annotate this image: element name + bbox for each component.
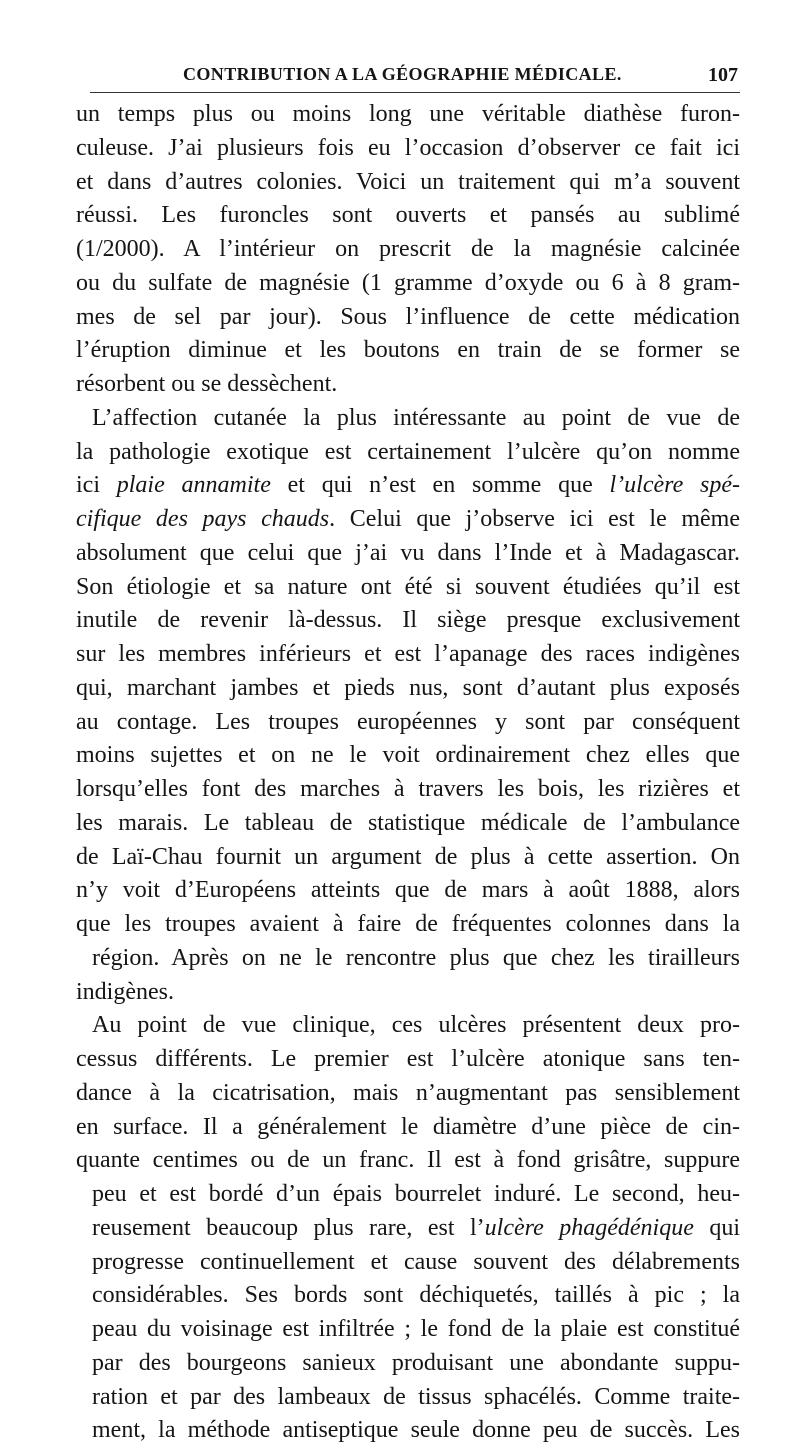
text-line — [76, 436, 740, 470]
text-line — [76, 402, 740, 436]
text-line — [76, 233, 740, 267]
text-line — [76, 132, 740, 166]
text-segment: absolument que celui que j’ai vu dans l’Inde et à Madagascar. — [76, 539, 740, 566]
text-segment: (1/2000). A l’intérieur on prescrit de la magnésie calcinée — [76, 236, 740, 262]
text-segment: n’y voit d’Européens atteints que de mars à août 1888, alors — [76, 877, 740, 904]
text-line — [76, 571, 740, 605]
page-number: 107 — [708, 64, 738, 86]
text-line — [76, 841, 740, 875]
text-line — [76, 1313, 740, 1347]
text-line — [76, 908, 740, 942]
italic-text: ulcère phagédénique — [484, 1214, 694, 1241]
text-line — [76, 874, 740, 908]
text-line — [76, 1381, 740, 1415]
text-segment: la pathologie exotique est certainement l’ulcère qu’on nomme — [76, 438, 740, 465]
text-line — [76, 503, 740, 537]
body-text — [76, 98, 740, 1448]
text-segment: par des bourgeons sanieux produisant une abondante suppu- — [92, 1349, 740, 1376]
text-line — [76, 267, 740, 301]
text-segment: sur les membres inférieurs et est l’apanage des races indigènes — [76, 641, 740, 667]
italic-text: plaie annamite — [116, 472, 271, 499]
text-segment: lorsqu’elles font des marches à travers les bois, les rizières et — [76, 776, 740, 802]
text-line — [76, 638, 740, 672]
text-line — [76, 976, 740, 1010]
text-line — [76, 199, 740, 233]
text-segment: peau du voisinage est infiltrée ; le fond de la plaie est constitué — [92, 1316, 740, 1342]
text-segment: un temps plus ou moins long une véritable diathèse furon- — [76, 101, 740, 127]
text-line — [76, 301, 740, 335]
text-segment: mes de sel par jour). Sous l’influence de cette médication — [76, 303, 740, 330]
italic-text: l’ulcère spé- — [609, 472, 740, 499]
text-line — [76, 469, 740, 503]
text-line — [76, 1043, 740, 1077]
text-segment: cessus différents. Le premier est l’ulcère atonique sans ten- — [76, 1046, 740, 1072]
text-line — [76, 1347, 740, 1381]
header-rule — [90, 92, 740, 93]
text-line — [76, 604, 740, 638]
text-segment: moins sujettes et on ne le voit ordinairement chez elles que — [76, 742, 740, 769]
text-segment: inutile de revenir là-dessus. Il siège presque exclusivement — [76, 607, 740, 634]
text-segment: dance à la cicatrisation, mais n’augmentant pas sensiblement — [76, 1079, 740, 1106]
text-line — [76, 1077, 740, 1111]
text-line — [76, 368, 740, 402]
text-line — [76, 1279, 740, 1313]
text-segment: ment, la méthode antiseptique seule donne peu de succès. Les — [92, 1417, 740, 1444]
text-segment: ration et par des lambeaux de tissus sphacélés. Comme traite- — [92, 1383, 740, 1410]
text-segment: culeuse. J’ai plusieurs fois eu l’occasion d’observer ce fait ici — [76, 134, 740, 161]
text-segment: que les troupes avaient à faire de fréquentes colonnes dans la — [76, 911, 740, 937]
text-segment: Au point de vue clinique, ces ulcères présentent deux pro- — [92, 1012, 740, 1039]
text-line — [76, 706, 740, 740]
text-segment: ou du sulfate de magnésie (1 gramme d’oxyde ou 6 à 8 gram- — [76, 269, 740, 296]
text-line — [76, 166, 740, 200]
text-segment: l’éruption diminue et les boutons en train de se former se — [76, 337, 740, 364]
text-segment: de Laï-Chau fournit un argument de plus à cette assertion. On — [76, 843, 740, 870]
text-segment: Son étiologie et sa nature ont été si souvent étudiées qu’il est — [76, 573, 740, 600]
text-segment: ici — [76, 472, 117, 499]
text-segment: . Celui que j’observe ici est le même — [329, 506, 740, 532]
text-line — [76, 98, 740, 132]
text-segment: indigènes. — [76, 978, 174, 1005]
running-head: CONTRIBUTION A LA GÉOGRAPHIE MÉDICALE. — [183, 64, 622, 84]
text-line — [76, 942, 740, 976]
text-segment: au contage. Les troupes européennes y sont par conséquent — [76, 708, 740, 735]
text-segment: en surface. Il a généralement le diamètre d’une pièce de cin- — [76, 1113, 740, 1140]
text-line — [76, 1414, 740, 1448]
text-line — [76, 1009, 740, 1043]
text-line — [76, 1212, 740, 1246]
text-line — [76, 672, 740, 706]
text-segment: L’affection cutanée la plus intéressante au point de vue de — [92, 404, 740, 431]
text-segment: et qui n’est en somme que — [270, 472, 610, 499]
text-line — [76, 1144, 740, 1178]
text-line — [76, 537, 740, 571]
text-segment: qui — [693, 1214, 740, 1241]
page-header — [90, 56, 740, 96]
text-line — [76, 1246, 740, 1280]
text-line — [76, 739, 740, 773]
italic-text: cifique des pays chauds — [76, 506, 330, 532]
text-segment: région. Après on ne le rencontre plus que chez les tirailleurs — [92, 944, 740, 971]
text-line — [76, 1178, 740, 1212]
text-segment: progresse continuellement et cause souvent des délabrements — [92, 1248, 740, 1275]
text-line — [76, 773, 740, 807]
text-segment: reusement beaucoup plus rare, est l’ — [92, 1214, 485, 1241]
text-segment: les marais. Le tableau de statistique médicale de l’ambulance — [76, 809, 740, 836]
text-segment: réussi. Les furoncles sont ouverts et pansés au sublimé — [76, 202, 740, 229]
text-line — [76, 1111, 740, 1145]
text-segment: et dans d’autres colonies. Voici un traitement qui m’a souvent — [76, 168, 740, 195]
text-segment: considérables. Ses bords sont déchiquetés, taillés à pic ; la — [92, 1282, 740, 1309]
text-segment: quante centimes ou de un franc. Il est à fond grisâtre, suppure — [76, 1147, 740, 1174]
text-line — [76, 807, 740, 841]
text-line — [76, 334, 740, 368]
text-segment: résorbent ou se dessèchent. — [76, 371, 338, 397]
text-segment: qui, marchant jambes et pieds nus, sont d’autant plus exposés — [76, 674, 740, 701]
text-segment: peu et est bordé d’un épais bourrelet induré. Le second, heu- — [92, 1181, 740, 1207]
